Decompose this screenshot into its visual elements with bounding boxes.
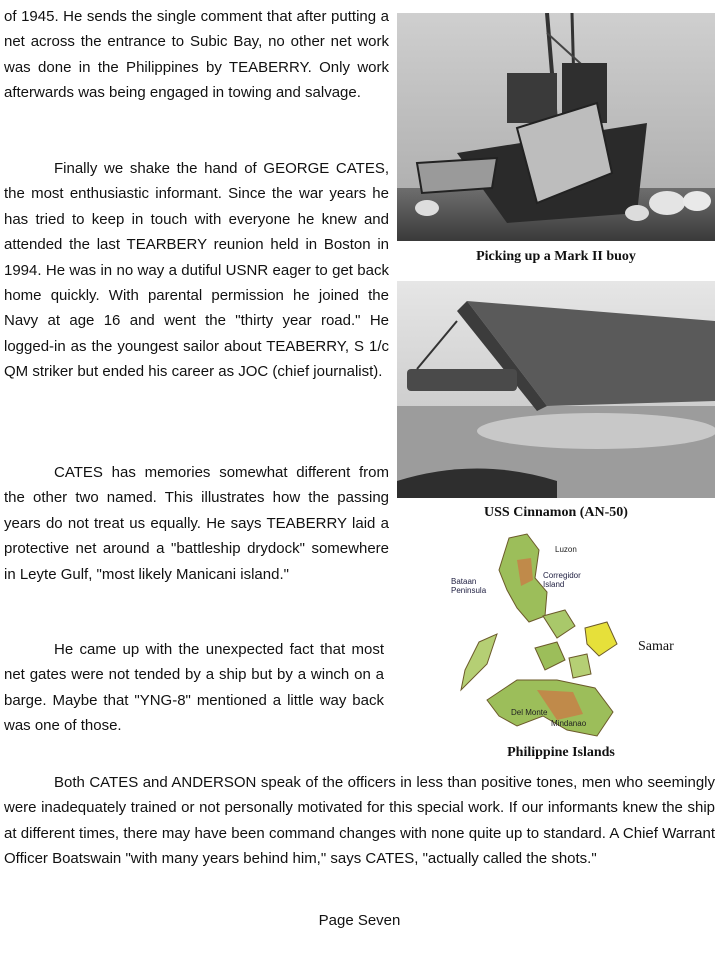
paragraph-1: of 1945. He sends the single comment that after putting a net across the entrance to Subic Bay, no other net work was done in the Philippines by TEABERRY. Only work afterwards was being engaged in towing and salvage. [4, 8, 389, 102]
cinnamon-photo [397, 281, 715, 498]
philippines-map-illustration [447, 530, 637, 742]
text-column [4, 637, 384, 739]
paragraph-5: Both CATES and ANDERSON speak of the officers in less than positive tones, men who seemingly were inadequately trained or not personally motivated for this special work. If our informants knew the ship at different times, there may have been command changes with none quite up to standard. A Chief Warrant Officer Boatswain "with many years behind him," says CATES, "actually called the shots." [4, 774, 715, 868]
map-label-corregidor: Corregidor Island [543, 571, 581, 589]
buoy-caption: Picking up a Mark II buoy [476, 249, 636, 264]
paragraph-4: He came up with the unexpected fact that most net gates were not tended by a ship but by a winch on a barge. Maybe that "YNG-8" mentioned a little way back was one of those. [4, 641, 384, 735]
paragraph-2: Finally we shake the hand of GEORGE CATES, the most enthusiastic informant. Since the war years he has tried to keep in touch with everyone he knew and attended the last TEARBERY reunion held in Boston in 1994. He was in no way a dutiful USNR eager to get back home quickly. With parental permission he joined the Navy at age 16 and went the "thirty year road." He logged-in as the youngest sailor about TEABERRY, S 1/c QM striker but ended his career as JOC (chief journalist). [4, 160, 389, 381]
text-column [4, 156, 389, 385]
full-width-paragraph [4, 770, 715, 872]
text-column [4, 460, 389, 587]
map-caption: Philippine Islands [507, 745, 615, 760]
page-number: Page Seven [318, 912, 401, 929]
buoy-photo [397, 13, 715, 241]
cinnamon-caption: USS Cinnamon (AN-50) [484, 505, 628, 520]
text-column [4, 4, 389, 106]
map-label-bataan: Bataan Peninsula [451, 577, 487, 595]
map-label-mindanao: Mindanao [551, 719, 587, 728]
buoy-photo-illustration [397, 13, 715, 241]
map-label-luzon: Luzon [555, 545, 577, 554]
paragraph-3: CATES has memories somewhat different from the other two named. This illustrates how the passing years do not treat us equally. He says TEABERRY laid a protective net around a "battleship drydock" somewhere in Leyte Gulf, "most likely Manicani island." [4, 464, 389, 583]
cinnamon-photo-illustration [397, 281, 715, 498]
map-samar-label: Samar [638, 639, 674, 654]
philippines-map [447, 530, 637, 742]
map-label-del-monte: Del Monte [511, 708, 548, 717]
